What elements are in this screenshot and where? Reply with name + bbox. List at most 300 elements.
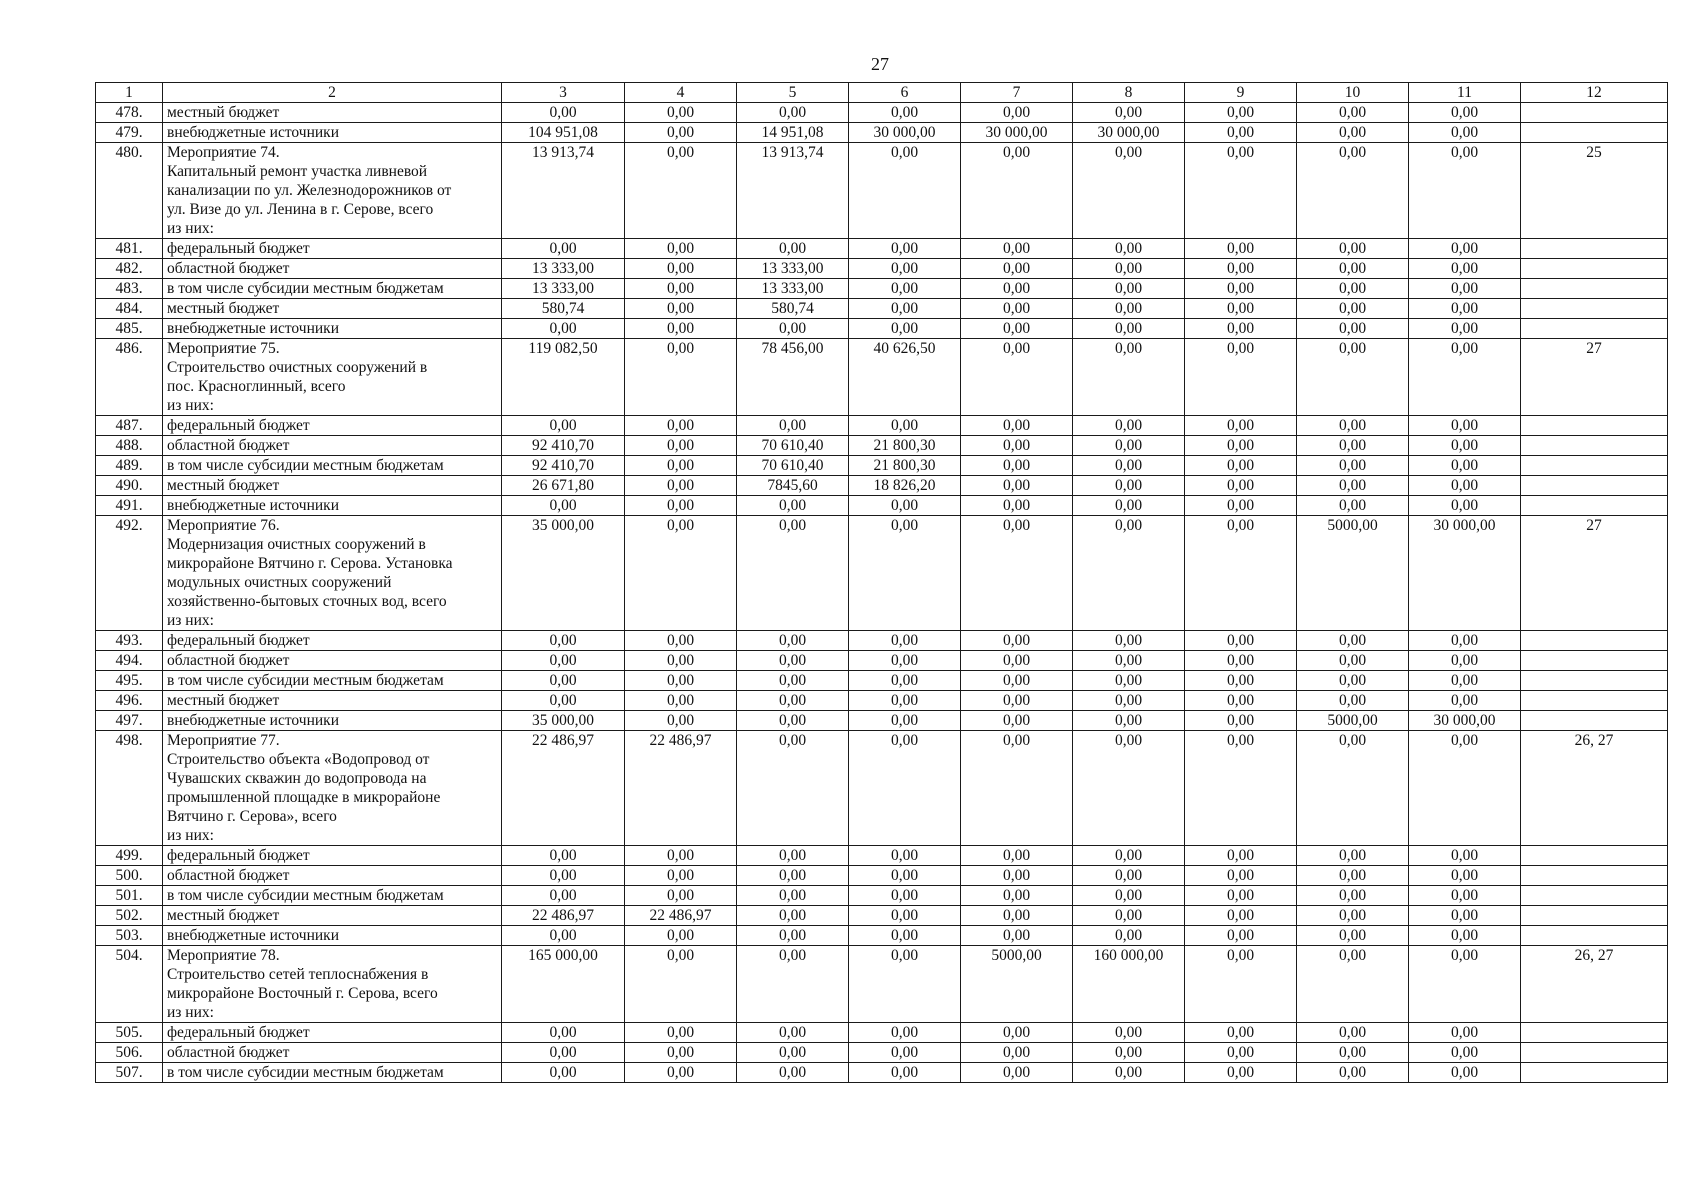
value-cell: 0,00: [502, 631, 625, 651]
value-cell: 0,00: [1409, 299, 1521, 319]
value-cell: 0,00: [1409, 866, 1521, 886]
value-cell: 0,00: [961, 926, 1073, 946]
value-cell: 30 000,00: [849, 123, 961, 143]
column-header: 4: [625, 83, 737, 103]
row-number: 493.: [96, 631, 163, 651]
value-cell: 0,00: [737, 671, 849, 691]
row-name-line: из них:: [167, 397, 214, 414]
row-number: 500.: [96, 866, 163, 886]
row-name-line: областной бюджет: [167, 652, 290, 669]
value-cell: 0,00: [1185, 671, 1297, 691]
value-cell: 160 000,00: [1073, 946, 1185, 1023]
value-cell: 0,00: [961, 279, 1073, 299]
value-cell: 0,00: [1409, 456, 1521, 476]
value-cell: 0,00: [961, 319, 1073, 339]
table-row: [96, 319, 1668, 339]
value-cell: 0,00: [737, 103, 849, 123]
value-cell: 0,00: [1185, 319, 1297, 339]
value-cell: 0,00: [1297, 476, 1409, 496]
row-name: [163, 299, 502, 319]
value-cell: 35 000,00: [502, 516, 625, 631]
value-cell: 0,00: [961, 436, 1073, 456]
value-cell: 0,00: [1073, 496, 1185, 516]
value-cell: 30 000,00: [1073, 123, 1185, 143]
value-cell: 0,00: [502, 846, 625, 866]
value-cell: 0,00: [625, 123, 737, 143]
value-cell: 0,00: [1185, 299, 1297, 319]
row-name-line: Вятчино г. Серова», всего: [167, 808, 337, 825]
row-name: [163, 496, 502, 516]
value-cell: 0,00: [1185, 731, 1297, 846]
row-name-line: Модернизация очистных сооружений в: [167, 536, 426, 553]
row-name-line: микрорайоне Восточный г. Серова, всего: [167, 985, 438, 1002]
table-row: [96, 123, 1668, 143]
value-cell: 0,00: [1185, 1063, 1297, 1083]
value-cell: 0,00: [1297, 1063, 1409, 1083]
row-name: [163, 123, 502, 143]
row-name: [163, 1063, 502, 1083]
column-header: 9: [1185, 83, 1297, 103]
row-name: [163, 456, 502, 476]
row-name: [163, 691, 502, 711]
row-name-line: внебюджетные источники: [167, 320, 339, 337]
value-cell: 0,00: [1185, 691, 1297, 711]
target-indicator-ref: [1521, 886, 1668, 906]
row-name-line: федеральный бюджет: [167, 632, 310, 649]
row-number: 502.: [96, 906, 163, 926]
value-cell: 0,00: [1073, 1063, 1185, 1083]
row-name-line: внебюджетные источники: [167, 124, 339, 141]
value-cell: 0,00: [502, 691, 625, 711]
value-cell: 0,00: [961, 846, 1073, 866]
row-name-line: в том числе субсидии местным бюджетам: [167, 457, 444, 474]
row-number: 503.: [96, 926, 163, 946]
target-indicator-ref: 26, 27: [1521, 946, 1668, 1023]
row-name: [163, 279, 502, 299]
value-cell: 0,00: [849, 631, 961, 651]
row-name-line: ул. Визе до ул. Ленина в г. Серове, всего: [167, 201, 434, 218]
value-cell: 0,00: [961, 239, 1073, 259]
value-cell: 0,00: [1409, 143, 1521, 239]
row-name-line: Мероприятие 77.: [167, 732, 280, 749]
value-cell: 104 951,08: [502, 123, 625, 143]
row-name-line: внебюджетные источники: [167, 497, 339, 514]
table-row: [96, 886, 1668, 906]
row-name-line: микрорайоне Вятчино г. Серова. Установка: [167, 555, 453, 572]
column-header: 1: [96, 83, 163, 103]
value-cell: 0,00: [737, 691, 849, 711]
value-cell: 0,00: [961, 456, 1073, 476]
value-cell: 0,00: [1297, 866, 1409, 886]
value-cell: 0,00: [849, 299, 961, 319]
value-cell: 5000,00: [1297, 516, 1409, 631]
value-cell: 0,00: [1185, 846, 1297, 866]
table-row: [96, 416, 1668, 436]
value-cell: 22 486,97: [502, 906, 625, 926]
value-cell: 0,00: [1185, 259, 1297, 279]
row-name: [163, 906, 502, 926]
row-number: 499.: [96, 846, 163, 866]
row-name-line: из них:: [167, 1004, 214, 1021]
target-indicator-ref: [1521, 691, 1668, 711]
value-cell: 0,00: [1297, 416, 1409, 436]
value-cell: 0,00: [1073, 339, 1185, 416]
value-cell: 0,00: [625, 691, 737, 711]
value-cell: 0,00: [1185, 279, 1297, 299]
value-cell: 0,00: [625, 846, 737, 866]
row-number: 481.: [96, 239, 163, 259]
row-name: [163, 516, 502, 631]
value-cell: 0,00: [849, 1043, 961, 1063]
value-cell: 0,00: [961, 711, 1073, 731]
target-indicator-ref: [1521, 1063, 1668, 1083]
value-cell: 0,00: [1409, 416, 1521, 436]
value-cell: 22 486,97: [625, 906, 737, 926]
row-number: 507.: [96, 1063, 163, 1083]
row-name-line: федеральный бюджет: [167, 1024, 310, 1041]
value-cell: 0,00: [1409, 496, 1521, 516]
target-indicator-ref: [1521, 1043, 1668, 1063]
value-cell: 0,00: [625, 946, 737, 1023]
value-cell: 0,00: [961, 1063, 1073, 1083]
value-cell: 0,00: [849, 711, 961, 731]
row-name-line: местный бюджет: [167, 692, 280, 709]
value-cell: 0,00: [1073, 846, 1185, 866]
value-cell: 0,00: [1185, 946, 1297, 1023]
value-cell: 0,00: [1297, 1023, 1409, 1043]
row-number: 488.: [96, 436, 163, 456]
value-cell: 0,00: [1409, 339, 1521, 416]
value-cell: 0,00: [737, 711, 849, 731]
value-cell: 0,00: [1297, 299, 1409, 319]
row-name: [163, 631, 502, 651]
table-row: [96, 299, 1668, 319]
value-cell: 0,00: [1297, 846, 1409, 866]
row-number: 486.: [96, 339, 163, 416]
value-cell: 0,00: [1409, 279, 1521, 299]
target-indicator-ref: [1521, 416, 1668, 436]
row-name: [163, 866, 502, 886]
value-cell: 0,00: [1073, 456, 1185, 476]
value-cell: 0,00: [1297, 886, 1409, 906]
row-name: [163, 846, 502, 866]
value-cell: 0,00: [1185, 496, 1297, 516]
value-cell: 0,00: [1297, 946, 1409, 1023]
value-cell: 0,00: [625, 259, 737, 279]
value-cell: 0,00: [502, 866, 625, 886]
row-name: [163, 259, 502, 279]
value-cell: 0,00: [961, 259, 1073, 279]
row-number: 496.: [96, 691, 163, 711]
value-cell: 0,00: [1297, 259, 1409, 279]
row-number: 495.: [96, 671, 163, 691]
value-cell: 13 913,74: [737, 143, 849, 239]
row-name-line: местный бюджет: [167, 104, 280, 121]
value-cell: 0,00: [1073, 906, 1185, 926]
table-row: [96, 476, 1668, 496]
value-cell: 0,00: [1185, 103, 1297, 123]
value-cell: 0,00: [737, 631, 849, 651]
row-name-line: областной бюджет: [167, 437, 290, 454]
row-number: 479.: [96, 123, 163, 143]
value-cell: 580,74: [502, 299, 625, 319]
value-cell: 0,00: [625, 279, 737, 299]
target-indicator-ref: [1521, 926, 1668, 946]
value-cell: 13 333,00: [502, 259, 625, 279]
value-cell: 0,00: [502, 496, 625, 516]
value-cell: 5000,00: [1297, 711, 1409, 731]
row-number: 487.: [96, 416, 163, 436]
value-cell: 0,00: [737, 886, 849, 906]
value-cell: 0,00: [1073, 731, 1185, 846]
value-cell: 0,00: [1073, 691, 1185, 711]
value-cell: 0,00: [502, 886, 625, 906]
value-cell: 0,00: [1073, 886, 1185, 906]
value-cell: 0,00: [1073, 631, 1185, 651]
table-row: [96, 339, 1668, 416]
value-cell: 0,00: [1409, 906, 1521, 926]
value-cell: 0,00: [737, 319, 849, 339]
row-name-line: внебюджетные источники: [167, 927, 339, 944]
value-cell: 0,00: [1185, 436, 1297, 456]
value-cell: 0,00: [1409, 239, 1521, 259]
row-name-line: из них:: [167, 220, 214, 237]
value-cell: 0,00: [1409, 436, 1521, 456]
value-cell: 0,00: [1073, 926, 1185, 946]
value-cell: 0,00: [849, 886, 961, 906]
value-cell: 0,00: [961, 516, 1073, 631]
row-number: 489.: [96, 456, 163, 476]
value-cell: 30 000,00: [961, 123, 1073, 143]
value-cell: 0,00: [849, 496, 961, 516]
target-indicator-ref: 26, 27: [1521, 731, 1668, 846]
value-cell: 0,00: [849, 239, 961, 259]
row-name: [163, 946, 502, 1023]
value-cell: 0,00: [1297, 1043, 1409, 1063]
value-cell: 0,00: [849, 516, 961, 631]
table-row: [96, 279, 1668, 299]
value-cell: 0,00: [737, 1063, 849, 1083]
value-cell: 0,00: [625, 476, 737, 496]
value-cell: 0,00: [1409, 846, 1521, 866]
table-row: [96, 651, 1668, 671]
value-cell: 0,00: [1185, 1023, 1297, 1043]
value-cell: 26 671,80: [502, 476, 625, 496]
table-row: [96, 1023, 1668, 1043]
value-cell: 0,00: [1297, 103, 1409, 123]
row-name: [163, 1023, 502, 1043]
value-cell: 0,00: [1297, 239, 1409, 259]
value-cell: 0,00: [849, 319, 961, 339]
value-cell: 0,00: [1297, 319, 1409, 339]
value-cell: 0,00: [737, 496, 849, 516]
row-name-line: Капитальный ремонт участка ливневой: [167, 163, 428, 180]
target-indicator-ref: [1521, 846, 1668, 866]
column-header: 7: [961, 83, 1073, 103]
value-cell: 0,00: [1185, 866, 1297, 886]
value-cell: 0,00: [849, 651, 961, 671]
value-cell: 0,00: [1409, 946, 1521, 1023]
target-indicator-ref: [1521, 456, 1668, 476]
row-name-line: федеральный бюджет: [167, 417, 310, 434]
row-name-line: федеральный бюджет: [167, 847, 310, 864]
value-cell: 0,00: [849, 671, 961, 691]
value-cell: 0,00: [849, 866, 961, 886]
row-name-line: Мероприятие 78.: [167, 947, 280, 964]
target-indicator-ref: 27: [1521, 339, 1668, 416]
value-cell: 0,00: [961, 496, 1073, 516]
row-name: [163, 651, 502, 671]
value-cell: 0,00: [625, 866, 737, 886]
value-cell: 0,00: [737, 906, 849, 926]
value-cell: 0,00: [1297, 436, 1409, 456]
row-name-line: из них:: [167, 827, 214, 844]
table-row: [96, 671, 1668, 691]
value-cell: 0,00: [1409, 1023, 1521, 1043]
value-cell: 0,00: [502, 651, 625, 671]
target-indicator-ref: 25: [1521, 143, 1668, 239]
value-cell: 0,00: [1297, 123, 1409, 143]
value-cell: 0,00: [502, 239, 625, 259]
value-cell: 0,00: [625, 711, 737, 731]
value-cell: 0,00: [737, 416, 849, 436]
table-row: [96, 259, 1668, 279]
value-cell: 18 826,20: [849, 476, 961, 496]
value-cell: 0,00: [1409, 886, 1521, 906]
row-name: [163, 103, 502, 123]
value-cell: 0,00: [502, 926, 625, 946]
value-cell: 0,00: [1297, 143, 1409, 239]
row-number: 497.: [96, 711, 163, 731]
value-cell: 0,00: [1409, 1043, 1521, 1063]
value-cell: 0,00: [737, 946, 849, 1023]
column-header: 10: [1297, 83, 1409, 103]
row-name-line: промышленной площадке в микрорайоне: [167, 789, 441, 806]
value-cell: 13 333,00: [502, 279, 625, 299]
row-name: [163, 711, 502, 731]
value-cell: 0,00: [1409, 631, 1521, 651]
value-cell: 0,00: [1409, 1063, 1521, 1083]
row-name-line: из них:: [167, 612, 214, 629]
value-cell: 0,00: [1185, 456, 1297, 476]
value-cell: 0,00: [849, 846, 961, 866]
row-number: 501.: [96, 886, 163, 906]
target-indicator-ref: [1521, 123, 1668, 143]
value-cell: 0,00: [1073, 319, 1185, 339]
value-cell: 40 626,50: [849, 339, 961, 416]
value-cell: 0,00: [961, 416, 1073, 436]
table-body: [96, 83, 1668, 1083]
value-cell: 0,00: [961, 886, 1073, 906]
value-cell: 0,00: [737, 866, 849, 886]
row-name-line: областной бюджет: [167, 1044, 290, 1061]
value-cell: 0,00: [737, 731, 849, 846]
value-cell: 0,00: [849, 946, 961, 1023]
row-name: [163, 476, 502, 496]
row-name-line: в том числе субсидии местным бюджетам: [167, 887, 444, 904]
value-cell: 0,00: [961, 1043, 1073, 1063]
value-cell: 0,00: [1073, 671, 1185, 691]
row-name-line: модульных очистных сооружений: [167, 574, 392, 591]
row-name-line: областной бюджет: [167, 260, 290, 277]
value-cell: 14 951,08: [737, 123, 849, 143]
column-header: 3: [502, 83, 625, 103]
row-number: 505.: [96, 1023, 163, 1043]
row-name-line: в том числе субсидии местным бюджетам: [167, 1064, 444, 1081]
value-cell: 0,00: [1297, 926, 1409, 946]
value-cell: 0,00: [625, 436, 737, 456]
row-name-line: хозяйственно-бытовых сточных вод, всего: [167, 593, 447, 610]
value-cell: 7845,60: [737, 476, 849, 496]
value-cell: 0,00: [1185, 631, 1297, 651]
row-name-line: федеральный бюджет: [167, 240, 310, 257]
row-number: 494.: [96, 651, 163, 671]
row-number: 483.: [96, 279, 163, 299]
value-cell: 0,00: [1073, 866, 1185, 886]
value-cell: 0,00: [625, 319, 737, 339]
table-row: [96, 1043, 1668, 1063]
value-cell: 21 800,30: [849, 456, 961, 476]
value-cell: 13 333,00: [737, 259, 849, 279]
value-cell: 0,00: [1073, 416, 1185, 436]
column-header: 2: [163, 83, 502, 103]
target-indicator-ref: [1521, 279, 1668, 299]
value-cell: 0,00: [1297, 631, 1409, 651]
value-cell: 0,00: [1073, 436, 1185, 456]
value-cell: 0,00: [1297, 496, 1409, 516]
table-row: [96, 143, 1668, 239]
value-cell: 0,00: [625, 456, 737, 476]
row-number: 482.: [96, 259, 163, 279]
row-number: 485.: [96, 319, 163, 339]
target-indicator-ref: [1521, 671, 1668, 691]
value-cell: 0,00: [625, 143, 737, 239]
value-cell: 0,00: [1185, 1043, 1297, 1063]
table-row: [96, 731, 1668, 846]
target-indicator-ref: [1521, 866, 1668, 886]
value-cell: 0,00: [625, 886, 737, 906]
table-row: [96, 1063, 1668, 1083]
row-name-line: областной бюджет: [167, 867, 290, 884]
value-cell: 0,00: [1185, 651, 1297, 671]
value-cell: 0,00: [625, 671, 737, 691]
row-number: 484.: [96, 299, 163, 319]
row-name-line: канализации по ул. Железнодорожников от: [167, 182, 452, 199]
table-row: [96, 866, 1668, 886]
value-cell: 0,00: [849, 259, 961, 279]
row-number: 490.: [96, 476, 163, 496]
row-name-line: местный бюджет: [167, 907, 280, 924]
value-cell: 0,00: [625, 1063, 737, 1083]
value-cell: 0,00: [625, 103, 737, 123]
table-row: [96, 926, 1668, 946]
value-cell: 0,00: [502, 1043, 625, 1063]
value-cell: 0,00: [1185, 711, 1297, 731]
value-cell: 5000,00: [961, 946, 1073, 1023]
target-indicator-ref: 27: [1521, 516, 1668, 631]
value-cell: 0,00: [849, 1023, 961, 1043]
row-name: [163, 416, 502, 436]
row-number: 480.: [96, 143, 163, 239]
column-header: 6: [849, 83, 961, 103]
value-cell: 0,00: [1409, 691, 1521, 711]
value-cell: 0,00: [1185, 416, 1297, 436]
value-cell: 0,00: [737, 1043, 849, 1063]
value-cell: 0,00: [1073, 711, 1185, 731]
value-cell: 0,00: [1297, 691, 1409, 711]
value-cell: 0,00: [1073, 279, 1185, 299]
table-row: [96, 691, 1668, 711]
